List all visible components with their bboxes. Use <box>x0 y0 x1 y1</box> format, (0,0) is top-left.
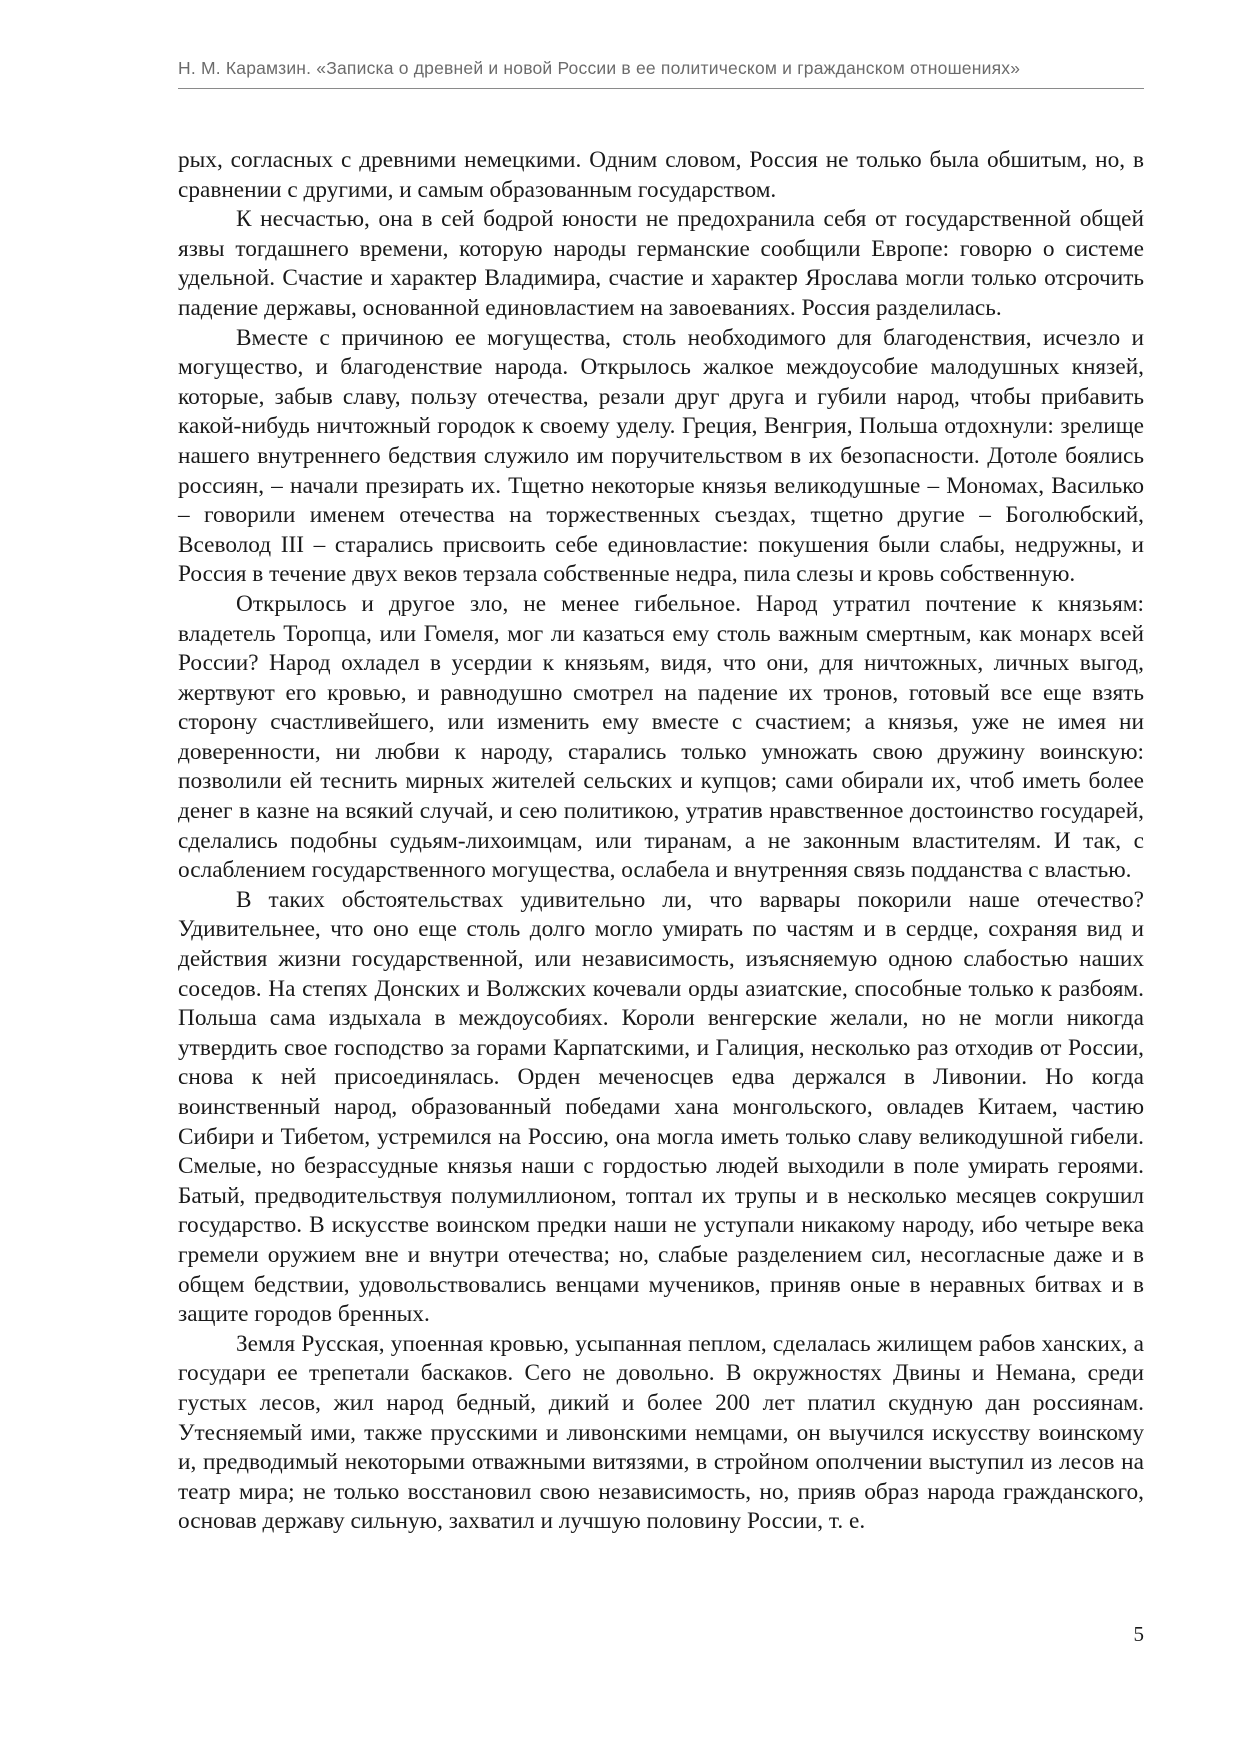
header-divider <box>178 88 1144 89</box>
paragraph-6: Земля Русская, упоенная кровью, усыпанная пеплом, сделалась жилищем рабов ханских, а государи ее трепетали баскаков. Сего не довольно. В окружностях Двины и Немана, среди густых лесов, жил народ бедный, дикий и более 200 лет платил скудную дан россиянам. Утесняемый ими, также прусскими и ливонскими немцами, он выучился искусству воинскому и, предводимый некоторыми отважными витязями, в стройном ополчении выступил из лесов на театр мира; не только восстановил свою независимость, но, прияв образ народа гражданского, основав державу сильную, захватил и лучшую половину России, т. е. <box>178 1330 1144 1535</box>
paragraph-4: Открылось и другое зло, не менее гибельное. Народ утратил почтение к князьям: владетель Торопца, или Гомеля, мог ли казаться ему столь важным смертным, как монарх всей России? Народ охладел в усердии к князьям, видя, что они, для ничтожных, личных выгод, жертвуют его кровью, и равнодушно смотрел на падение их тронов, готовый все еще взять сторону счастливейшего, или изменить ему вместе с счастием; а князья, уже не имея ни доверенности, ни любви к народу, старались только умножать свою дружину воинскую: позволили ей теснить мирных жителей сельских и купцов; сами обирали их, чтоб иметь более денег в казне на всякий случай, и сею политикою, утратив нравственное достоинство государей, сделались подобны судьям-лихоимцам, или тиранам, а не законным властителям. И так, с ослаблением государственного могущества, ослабела и внутренняя связь подданства с властью. <box>178 590 1144 884</box>
paragraph-3: Вместе с причиною ее могущества, столь необходимого для благоденствия, исчезло и могущество, и благоденствие народа. Открылось жалкое междоусобие малодушных князей, которые, забыв славу, пользу отечества, резали друг друга и губили народ, чтобы прибавить какой-нибудь ничтожный городок к своему уделу. Греция, Венгрия, Польша отдохнули: зрелище нашего внутреннего бедствия служило им поручительством в их безопасности. Дотоле боялись россиян, – начали презирать их. Тщетно некоторые князья великодушные – Мономах, Василько – говорили именем отечества на торжественных съездах, тщетно другие – Боголюбский, Всеволод III – старались присвоить себе единовластие: покушения были слабы, недружны, и Россия в течение двух веков терзала собственные недра, пила слезы и кровь собственную. <box>178 324 1144 588</box>
paragraph-2: К несчастью, она в сей бодрой юности не предохранила себя от государственной общей язвы тогдашнего времени, которую народы германские сообщили Европе: говорю о системе удельной. Счастие и характер Владимира, счастие и характер Ярослава могли только отсрочить падение державы, основанной единовластием на завоеваниях. Россия разделилась. <box>178 206 1144 321</box>
page-number: 5 <box>1133 1622 1144 1646</box>
paragraph-5: В таких обстоятельствах удивительно ли, что варвары покорили наше отечество? Удивительнее, что оно еще столь долго могло умирать по частям и в сердце, сохраняя вид и действия жизни государственной, или независимость, изъясняемую одною слабостью наших соседов. На степях Донских и Волжских кочевали орды азиатские, способные только к разбоям. Польша сама издыхала в междоусобиях. Короли венгерские желали, но не могли никогда утвердить свое господство за горами Карпатскими, и Галиция, несколько раз отходив от России, снова к ней присоединялась. Орден меченосцев едва держался в Ливонии. Но когда воинственный народ, образованный победами хана монгольского, овладев Китаем, частию Сибири и Тибетом, устремился на Россию, она могла иметь только славу великодушной гибели. Смелые, но безрассудные князья наши с гордостью людей выходили в поле умирать героями. Батый, предводительствуя полумиллионом, топтал их трупы и в несколько месяцев сокрушил государство. В искусстве воинском предки наши не уступали никакому народу, ибо четыре века гремели оружием вне и внутри отечества; но, слабые разделением сил, несогласные даже и в общем бедствии, удовольствовались венцами мучеников, приняв оные в неравных битвах и в защите городов бренных. <box>178 886 1144 1328</box>
running-header: Н. М. Карамзин. «Записка о древней и новой России в ее политическом и гражданском отношениях» <box>178 58 1021 78</box>
page-body-text <box>178 146 1144 1537</box>
paragraph-1: рых, согласных с древними немецкими. Одним словом, Россия не только была обшитым, но, в сравнении с другими, и самым образованным государством. <box>178 147 1144 203</box>
